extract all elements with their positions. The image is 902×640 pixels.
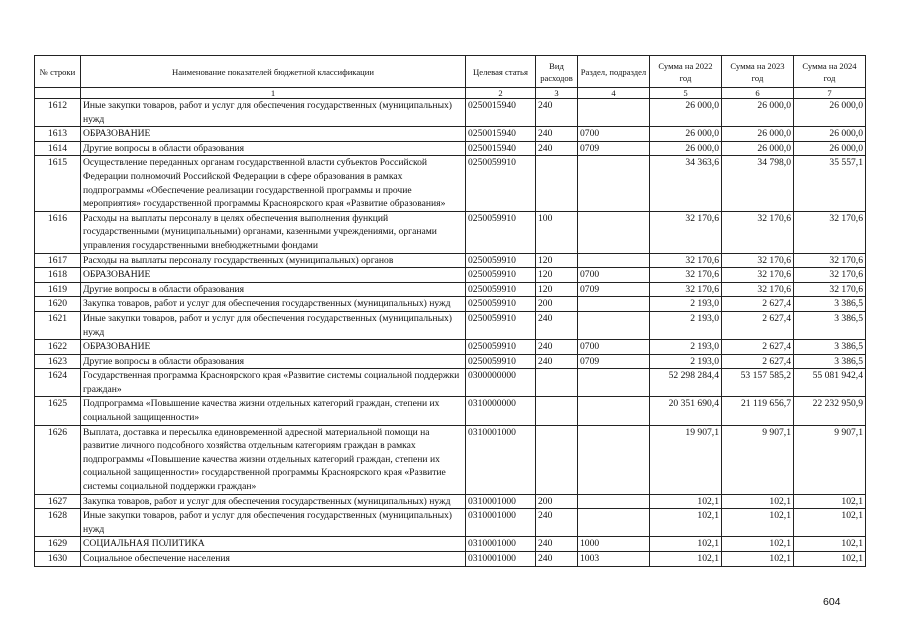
sum-2024-cell: 26 000,0 [794, 141, 866, 156]
section-code-cell: 0700 [578, 340, 650, 355]
indicator-name-cell: ОБРАЗОВАНИЕ [81, 127, 466, 142]
row-number-cell: 1622 [35, 340, 81, 355]
sum-2024-cell: 3 386,5 [794, 340, 866, 355]
table-row [35, 282, 866, 297]
section-code-cell [578, 297, 650, 312]
section-code-cell: 0700 [578, 268, 650, 283]
row-number-cell: 1627 [35, 494, 81, 509]
sum-2023-cell: 21 119 656,7 [722, 397, 794, 425]
sum-2023-cell: 34 798,0 [722, 156, 794, 211]
row-number-cell: 1614 [35, 141, 81, 156]
sum-2022-cell: 26 000,0 [650, 127, 722, 142]
expense-type-cell: 240 [536, 509, 578, 537]
sum-2023-cell: 102,1 [722, 494, 794, 509]
expense-type-cell: 240 [536, 141, 578, 156]
expense-type-cell [536, 397, 578, 425]
expense-type-cell: 240 [536, 311, 578, 339]
sum-2022-cell: 32 170,6 [650, 211, 722, 253]
table-row [35, 494, 866, 509]
table-row [35, 99, 866, 127]
table-row [35, 268, 866, 283]
table-row [35, 425, 866, 494]
indicator-name-cell: Иные закупки товаров, работ и услуг для обеспечения государственных (муниципальных) нужд [81, 509, 466, 537]
indicator-name-cell: Социальное обеспечение населения [81, 552, 466, 567]
budget-table [34, 55, 866, 567]
table-row [35, 397, 866, 425]
row-number-cell: 1616 [35, 211, 81, 253]
target-article-cell: 0310001000 [466, 537, 536, 552]
indicator-name-cell: ОБРАЗОВАНИЕ [81, 340, 466, 355]
sum-2023-cell: 9 907,1 [722, 425, 794, 494]
row-number-cell: 1629 [35, 537, 81, 552]
page-number: 604 [823, 596, 841, 608]
sum-2022-cell: 19 907,1 [650, 425, 722, 494]
row-number-cell: 1621 [35, 311, 81, 339]
column-number [35, 88, 81, 99]
sum-2022-cell: 26 000,0 [650, 99, 722, 127]
sum-2024-cell: 102,1 [794, 494, 866, 509]
sum-2023-cell: 32 170,6 [722, 268, 794, 283]
sum-2023-cell: 53 157 585,2 [722, 369, 794, 397]
sum-2024-cell: 22 232 950,9 [794, 397, 866, 425]
header-target-article: Целевая статья [466, 56, 536, 88]
sum-2023-cell: 32 170,6 [722, 282, 794, 297]
sum-2023-cell: 26 000,0 [722, 127, 794, 142]
sum-2024-cell: 32 170,6 [794, 211, 866, 253]
sum-2024-cell: 3 386,5 [794, 311, 866, 339]
indicator-name-cell: Закупка товаров, работ и услуг для обеспечения государственных (муниципальных) нужд [81, 297, 466, 312]
sum-2022-cell: 32 170,6 [650, 282, 722, 297]
sum-2023-cell: 32 170,6 [722, 253, 794, 268]
sum-2024-cell: 3 386,5 [794, 297, 866, 312]
sum-2022-cell: 32 170,6 [650, 253, 722, 268]
row-number-cell: 1624 [35, 369, 81, 397]
table-row [35, 211, 866, 253]
target-article-cell: 0250059910 [466, 340, 536, 355]
expense-type-cell: 240 [536, 340, 578, 355]
sum-2022-cell: 2 193,0 [650, 311, 722, 339]
sum-2024-cell: 102,1 [794, 537, 866, 552]
sum-2024-cell: 55 081 942,4 [794, 369, 866, 397]
expense-type-cell [536, 156, 578, 211]
indicator-name-cell: Другие вопросы в области образования [81, 354, 466, 369]
sum-2023-cell: 32 170,6 [722, 211, 794, 253]
table-row [35, 311, 866, 339]
table-row [35, 253, 866, 268]
sum-2024-cell: 26 000,0 [794, 127, 866, 142]
table-row [35, 297, 866, 312]
indicator-name-cell: Расходы на выплаты персоналу в целях обеспечения выполнения функций государственными (муниципальными) органами, казенными учреждениями, органами управления государственными внебюджетными фондами [81, 211, 466, 253]
sum-2023-cell: 2 627,4 [722, 354, 794, 369]
table-body [35, 99, 866, 567]
target-article-cell: 0250015940 [466, 99, 536, 127]
header-row [35, 56, 866, 88]
sum-2022-cell: 26 000,0 [650, 141, 722, 156]
section-code-cell [578, 253, 650, 268]
header-sum-2023: Сумма на 2023 год [722, 56, 794, 88]
section-code-cell [578, 369, 650, 397]
indicator-name-cell: Иные закупки товаров, работ и услуг для обеспечения государственных (муниципальных) нужд [81, 311, 466, 339]
table-row [35, 340, 866, 355]
indicator-name-cell: Расходы на выплаты персоналу государственных (муниципальных) органов [81, 253, 466, 268]
header-section: Раздел, подраздел [578, 56, 650, 88]
header-name: Наименование показателей бюджетной классификации [81, 56, 466, 88]
expense-type-cell: 200 [536, 494, 578, 509]
expense-type-cell: 240 [536, 99, 578, 127]
target-article-cell: 0250059910 [466, 297, 536, 312]
table-row [35, 127, 866, 142]
indicator-name-cell: Другие вопросы в области образования [81, 141, 466, 156]
section-code-cell [578, 211, 650, 253]
column-number: 1 [81, 88, 466, 99]
sum-2024-cell: 26 000,0 [794, 99, 866, 127]
row-number-cell: 1620 [35, 297, 81, 312]
target-article-cell: 0310001000 [466, 494, 536, 509]
indicator-name-cell: Государственная программа Красноярского края «Развитие системы социальной поддержки граждан» [81, 369, 466, 397]
indicator-name-cell: Осуществление переданных органам государственной власти субъектов Российской Федерации полномочий Российской Федерации в сфере образования в рамках подпрограммы «Обеспечение реализации государственной программы и прочие мероприятия» государственной программы Красноярского края «Развитие образования» [81, 156, 466, 211]
expense-type-cell: 200 [536, 297, 578, 312]
sum-2024-cell: 3 386,5 [794, 354, 866, 369]
expense-type-cell [536, 369, 578, 397]
indicator-name-cell: Подпрограмма «Повышение качества жизни отдельных категорий граждан, степени их социальной защищенности» [81, 397, 466, 425]
row-number-cell: 1617 [35, 253, 81, 268]
target-article-cell: 0250059910 [466, 156, 536, 211]
row-number-cell: 1615 [35, 156, 81, 211]
table-row [35, 156, 866, 211]
sum-2023-cell: 102,1 [722, 509, 794, 537]
sum-2024-cell: 32 170,6 [794, 268, 866, 283]
sum-2022-cell: 2 193,0 [650, 340, 722, 355]
sum-2023-cell: 2 627,4 [722, 311, 794, 339]
target-article-cell: 0310001000 [466, 552, 536, 567]
column-number: 3 [536, 88, 578, 99]
expense-type-cell: 240 [536, 537, 578, 552]
sum-2023-cell: 26 000,0 [722, 99, 794, 127]
row-number-cell: 1628 [35, 509, 81, 537]
sum-2022-cell: 102,1 [650, 537, 722, 552]
row-number-cell: 1613 [35, 127, 81, 142]
sum-2023-cell: 2 627,4 [722, 340, 794, 355]
header-sum-2024: Сумма на 2024 год [794, 56, 866, 88]
sum-2024-cell: 102,1 [794, 552, 866, 567]
table-row [35, 354, 866, 369]
section-code-cell [578, 509, 650, 537]
expense-type-cell: 100 [536, 211, 578, 253]
row-number-cell: 1626 [35, 425, 81, 494]
indicator-name-cell: Другие вопросы в области образования [81, 282, 466, 297]
section-code-cell [578, 494, 650, 509]
sum-2022-cell: 102,1 [650, 552, 722, 567]
sum-2023-cell: 102,1 [722, 552, 794, 567]
section-code-cell [578, 156, 650, 211]
table-row [35, 552, 866, 567]
table-row [35, 537, 866, 552]
target-article-cell: 0250015940 [466, 127, 536, 142]
table-row [35, 509, 866, 537]
row-number-cell: 1612 [35, 99, 81, 127]
section-code-cell: 1000 [578, 537, 650, 552]
target-article-cell: 0250059910 [466, 268, 536, 283]
indicator-name-cell: ОБРАЗОВАНИЕ [81, 268, 466, 283]
expense-type-cell: 120 [536, 282, 578, 297]
target-article-cell: 0310001000 [466, 509, 536, 537]
sum-2022-cell: 52 298 284,4 [650, 369, 722, 397]
section-code-cell: 0709 [578, 282, 650, 297]
row-number-cell: 1630 [35, 552, 81, 567]
row-number-cell: 1625 [35, 397, 81, 425]
column-number-row [35, 88, 866, 99]
expense-type-cell: 240 [536, 127, 578, 142]
target-article-cell: 0300000000 [466, 369, 536, 397]
column-number: 5 [650, 88, 722, 99]
target-article-cell: 0310001000 [466, 425, 536, 494]
expense-type-cell: 120 [536, 253, 578, 268]
section-code-cell [578, 397, 650, 425]
column-number: 2 [466, 88, 536, 99]
sum-2024-cell: 32 170,6 [794, 253, 866, 268]
header-row-number: № строки [35, 56, 81, 88]
indicator-name-cell: Иные закупки товаров, работ и услуг для обеспечения государственных (муниципальных) нужд [81, 99, 466, 127]
sum-2024-cell: 102,1 [794, 509, 866, 537]
target-article-cell: 0250059910 [466, 354, 536, 369]
expense-type-cell [536, 425, 578, 494]
sum-2023-cell: 102,1 [722, 537, 794, 552]
sum-2022-cell: 102,1 [650, 494, 722, 509]
indicator-name-cell: Закупка товаров, работ и услуг для обеспечения государственных (муниципальных) нужд [81, 494, 466, 509]
table-row [35, 141, 866, 156]
sum-2022-cell: 34 363,6 [650, 156, 722, 211]
sum-2024-cell: 32 170,6 [794, 282, 866, 297]
column-number: 4 [578, 88, 650, 99]
sum-2024-cell: 9 907,1 [794, 425, 866, 494]
target-article-cell: 0250059910 [466, 253, 536, 268]
section-code-cell [578, 99, 650, 127]
header-expense-type: Вид расходов [536, 56, 578, 88]
expense-type-cell: 240 [536, 552, 578, 567]
target-article-cell: 0250059910 [466, 211, 536, 253]
table-row [35, 369, 866, 397]
section-code-cell: 0709 [578, 354, 650, 369]
row-number-cell: 1623 [35, 354, 81, 369]
target-article-cell: 0250059910 [466, 311, 536, 339]
target-article-cell: 0250059910 [466, 282, 536, 297]
section-code-cell [578, 311, 650, 339]
column-number: 6 [722, 88, 794, 99]
target-article-cell: 0250015940 [466, 141, 536, 156]
row-number-cell: 1619 [35, 282, 81, 297]
sum-2022-cell: 2 193,0 [650, 354, 722, 369]
section-code-cell: 1003 [578, 552, 650, 567]
sum-2022-cell: 20 351 690,4 [650, 397, 722, 425]
column-number: 7 [794, 88, 866, 99]
sum-2022-cell: 2 193,0 [650, 297, 722, 312]
section-code-cell [578, 425, 650, 494]
sum-2024-cell: 35 557,1 [794, 156, 866, 211]
sum-2022-cell: 32 170,6 [650, 268, 722, 283]
expense-type-cell: 120 [536, 268, 578, 283]
sum-2023-cell: 2 627,4 [722, 297, 794, 312]
sum-2023-cell: 26 000,0 [722, 141, 794, 156]
indicator-name-cell: Выплата, доставка и пересылка единовременной адресной материальной помощи на развитие личного подсобного хозяйства отдельным категориям граждан в рамках подпрограммы «Повышение качества жизни отдельных категорий граждан, степени их социальной защищенности» государственной программы Красноярского края «Развитие системы социальной поддержки граждан» [81, 425, 466, 494]
target-article-cell: 0310000000 [466, 397, 536, 425]
row-number-cell: 1618 [35, 268, 81, 283]
section-code-cell: 0709 [578, 141, 650, 156]
indicator-name-cell: СОЦИАЛЬНАЯ ПОЛИТИКА [81, 537, 466, 552]
section-code-cell: 0700 [578, 127, 650, 142]
header-sum-2022: Сумма на 2022 год [650, 56, 722, 88]
expense-type-cell: 240 [536, 354, 578, 369]
sum-2022-cell: 102,1 [650, 509, 722, 537]
